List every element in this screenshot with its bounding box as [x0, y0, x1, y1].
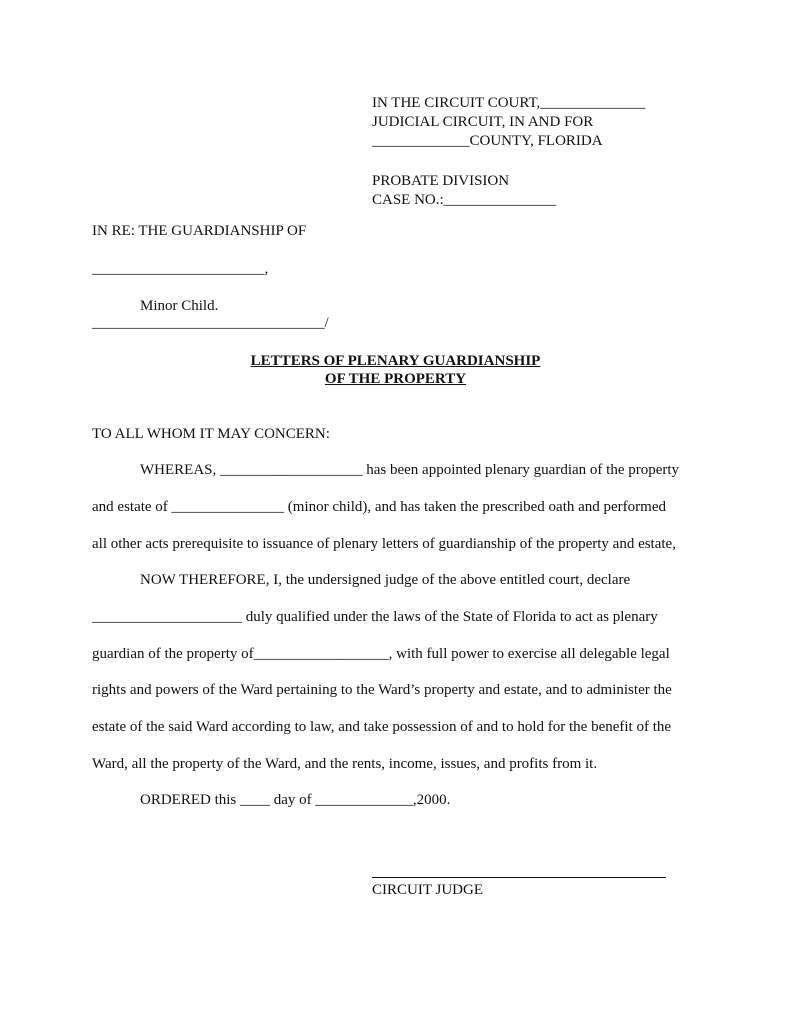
- court-line: IN THE CIRCUIT COURT,______________: [372, 95, 646, 111]
- division-line: PROBATE DIVISION: [372, 173, 510, 189]
- caption-close-blank: _______________________________/: [92, 315, 329, 331]
- body-line: and estate of _______________ (minor child), and has taken the prescribed oath and performed: [92, 499, 666, 515]
- document-title-line2: OF THE PROPERTY: [324, 371, 467, 387]
- body-line: guardian of the property of__________________, with full power to exercise all delegable legal: [92, 646, 670, 662]
- county-line: _____________COUNTY, FLORIDA: [372, 133, 603, 149]
- body-line: all other acts prerequisite to issuance of plenary letters of guardianship of the property and estate,: [92, 536, 676, 552]
- court-header: [372, 94, 645, 210]
- ordered-line: ORDERED this ____ day of _____________,2000.: [140, 792, 451, 808]
- body-line: rights and powers of the Ward pertaining to the Ward’s property and estate, and to administer the: [92, 682, 672, 698]
- body-line: WHEREAS, ___________________ has been appointed plenary guardian of the property: [140, 462, 680, 478]
- minor-child-label: Minor Child.: [140, 298, 219, 314]
- case-number-line: CASE NO.:_______________: [372, 192, 557, 208]
- circuit-judge-label: CIRCUIT JUDGE: [372, 882, 483, 898]
- signature-line: [372, 877, 666, 878]
- circuit-line: JUDICIAL CIRCUIT, IN AND FOR: [372, 114, 594, 130]
- salutation: TO ALL WHOM IT MAY CONCERN:: [92, 426, 330, 442]
- body-line: NOW THEREFORE, I, the undersigned judge of the above entitled court, declare: [140, 572, 631, 588]
- body-line: estate of the said Ward according to law, and take possession of and to hold for the benefit of the: [92, 719, 672, 735]
- body-line: ____________________ duly qualified under the laws of the State of Florida to act as plenary: [92, 609, 658, 625]
- ward-name-blank: _______________________,: [92, 261, 269, 277]
- document-title-line1: LETTERS OF PLENARY GUARDIANSHIP: [250, 353, 541, 369]
- body-line: Ward, all the property of the Ward, and the rents, income, issues, and profits from it.: [92, 756, 598, 772]
- in-re-caption: IN RE: THE GUARDIANSHIP OF: [92, 223, 307, 239]
